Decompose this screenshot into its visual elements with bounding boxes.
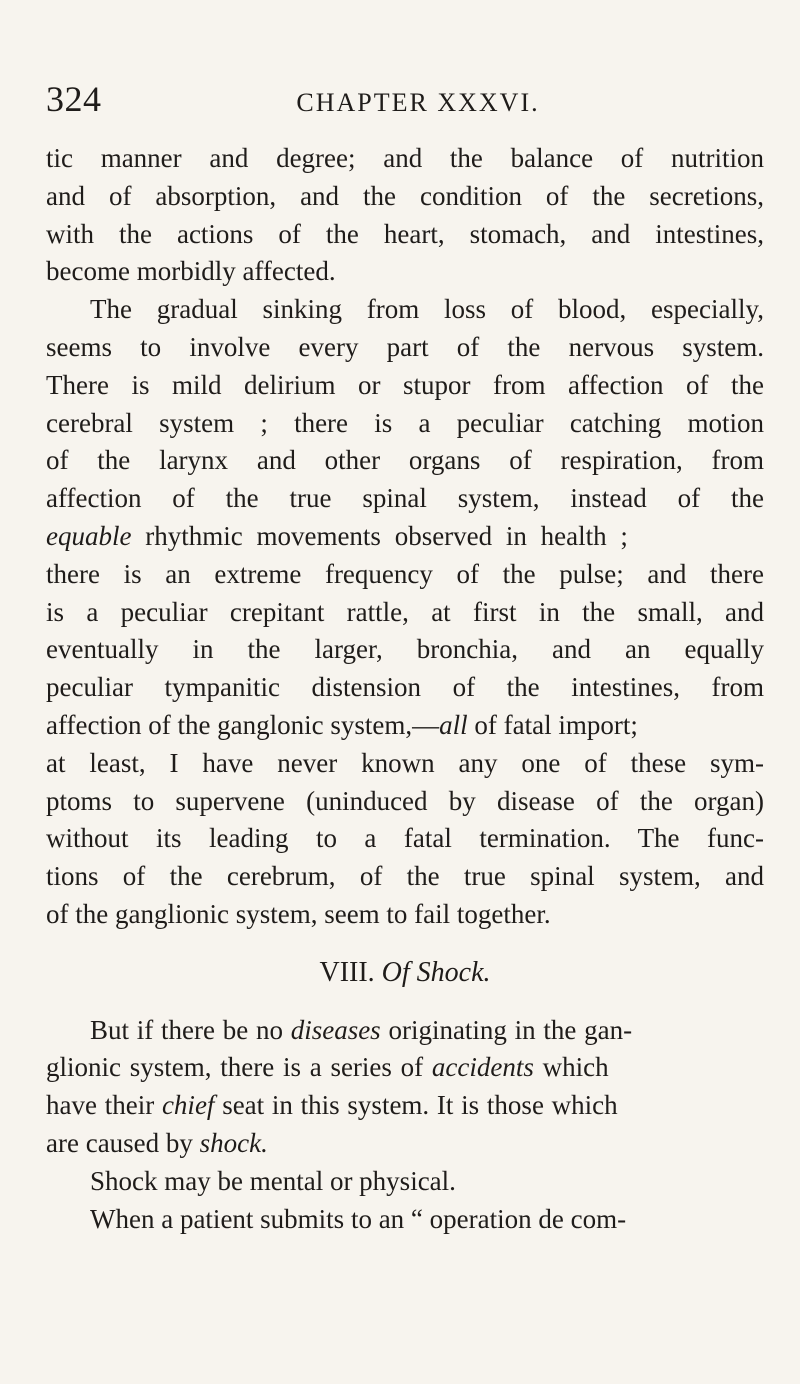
text-span: affection of the ganglonic system,— [46,709,440,740]
text-line: eventually in the larger, bronchia, and an equally [46,634,764,665]
text-line: cerebral system ; there is a peculiar catching motion [46,407,764,438]
text-span: have their [46,1090,162,1121]
text-line: at least, I have never known any one of these sym- [46,747,764,778]
text-line: is a peculiar crepitant rattle, at first in the small, and [46,596,764,627]
text-line: tic manner and degree; and the balance of nutrition [46,143,764,173]
text-line: affection of the true spinal system, instead of the [46,483,764,514]
section-title: Of Shock. [381,956,491,988]
text-line [46,707,764,745]
text-line: without its leading to a fatal termination. The func- [46,823,764,854]
page-header [0,78,800,134]
body-text [46,140,764,1238]
text-span: which [533,1052,609,1083]
italic-word: all [439,709,468,740]
text-line: When a patient submits to an “ operation de com- [90,1203,627,1234]
text-span: of fatal import; [467,709,638,740]
text-line: tions of the cerebrum, of the true spinal system, and [46,861,764,892]
running-head: CHAPTER XXXVI. [296,88,540,117]
page-number: 324 [46,79,102,119]
text-line [46,1125,764,1163]
text-span: originating in the gan- [380,1014,633,1045]
section-heading [46,954,764,992]
text-line: with the actions of the heart, stomach, and intestines, [46,218,764,249]
text-span: rhythmic movements observed in health ; [131,520,628,551]
text-line [46,1049,764,1087]
italic-word: accidents [431,1052,534,1083]
text-span: are caused by [46,1127,200,1158]
text-line [46,1087,764,1125]
text-line: and of absorption, and the condition of the secretions, [46,180,764,211]
text-line: The gradual sinking from loss of blood, especially, [90,294,764,325]
italic-word: chief [161,1090,215,1121]
text-line [46,1012,764,1050]
text-span: But if there be no [90,1014,291,1045]
text-line: of the larynx and other organs of respiration, from [46,445,764,476]
text-line: of the ganglionic system, seem to fail together. [46,898,551,929]
text-line: There is mild delirium or stupor from affection of the [46,369,764,400]
text-line: seems to involve every part of the nervous system. [46,331,764,362]
section-numeral: VIII. [319,956,382,988]
italic-word: shock. [199,1127,268,1158]
text-line: become morbidly affected. [46,256,336,287]
italic-word: equable [46,520,132,551]
text-span: glionic system, there is a series of [46,1052,432,1083]
text-line: Shock may be mental or physical. [90,1165,456,1196]
text-line: peculiar tympanitic distension of the intestines, from [46,672,764,703]
text-line: ptoms to supervene (uninduced by disease of the organ) [46,785,764,816]
text-span: seat in this system. It is those which [214,1090,618,1121]
italic-word: diseases [290,1014,381,1045]
text-line: there is an extreme frequency of the pulse; and there [46,558,764,589]
text-line [46,518,764,556]
